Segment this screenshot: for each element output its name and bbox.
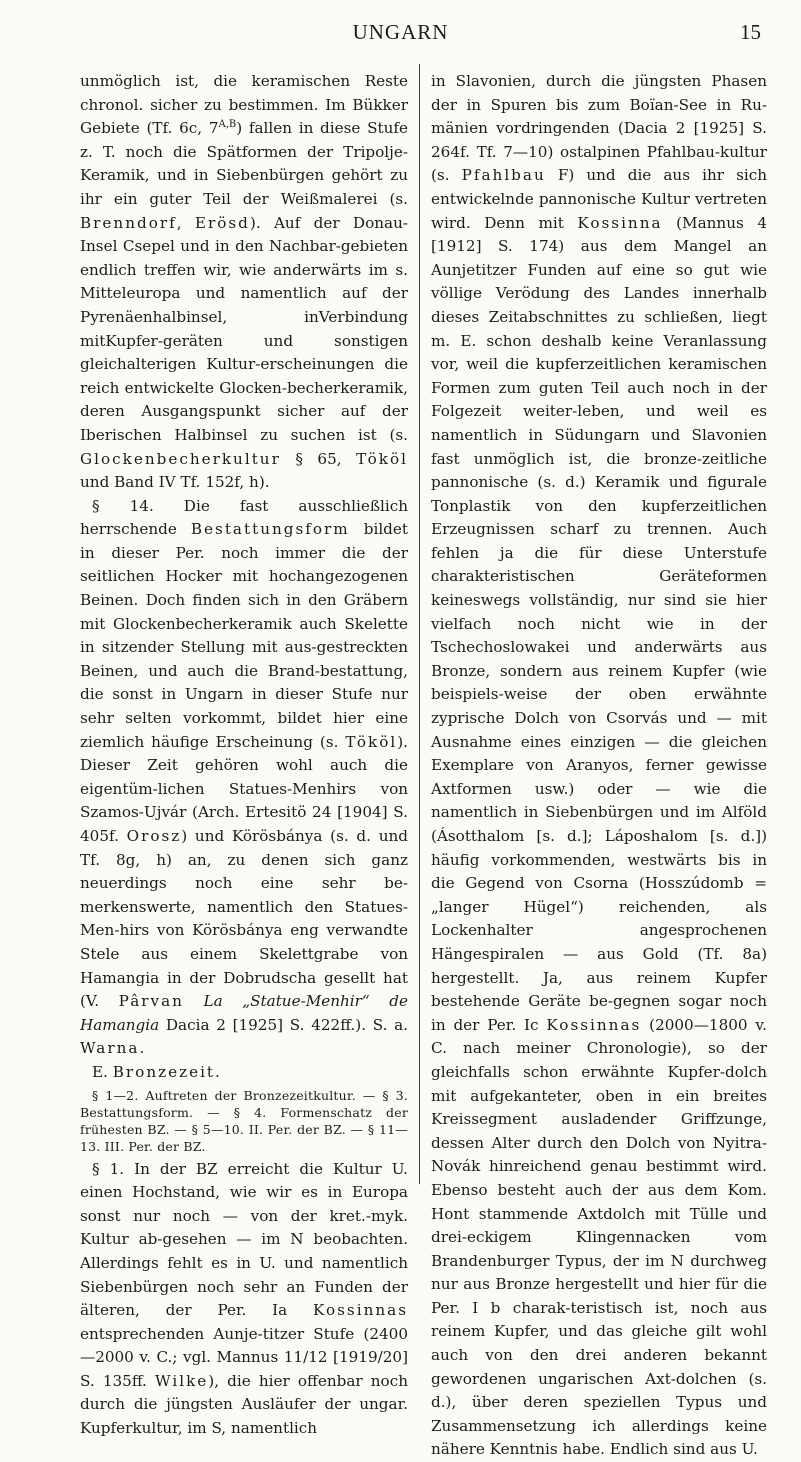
page-number: 15 [740,20,761,44]
text-run: ), die hier offenbar noch durch die jüngsten Ausläufer der ungar. Kupferkultur, im S, namentlich [80,1371,408,1438]
crossref-brenndorf: Brenndorf [80,213,177,232]
crossref-tokol-2: Tököl [345,732,398,751]
crossref-warna: Warna [80,1039,140,1058]
text-run: F) und die aus ihr sich entwickelnde pannonische Kultur vertreten wird. Denn mit [431,166,768,232]
heading-letter: E. [92,1062,113,1081]
text-run: ). Auf der Donau-Insel Csepel und in den Nachbar-gebieten endlich treffen wir, wie anderwärts im s. Mitteleuropa und namentlich auf der Pyrenäenhalbinsel, inVerbindung mitKupfer-geräten und sonstigen gleichalterigen Kultur-erscheinungen die reich entwickelte Glocken-becherkeramik, deren Ausgangspunkt sicher auf der Iberischen Halbinsel zu suchen ist (s. [80,213,409,444]
section-heading-bronzezeit [80,1061,408,1085]
text-run: . [215,1062,220,1081]
author-kossinnas: Kossinnas [313,1301,408,1320]
crossref-tokol: Tököl [356,449,408,468]
author-kossinnas-2: Kossinnas [546,1015,642,1034]
author-orosz: Orosz [126,827,182,845]
text-run: § 65, [280,449,357,468]
text-run: und Band IV Tf. 152f, h). [80,473,270,492]
left-column [80,70,408,1441]
text-run: ) und Körösbánya (s. d. und Tf. 8g, h) an, zu denen sich ganz neuerdings noch eine sehr be-merkenswerte, namentlich den Statues-Men-hirs von Körösbánya eng verwandte Stele aus einem Skelettgrabe von Hamangia in der Dobrudscha gesellt hat (V. [80,827,408,1011]
running-head: UNGARN [352,20,449,44]
title-statue-menhir: La „Statue-Menhir“ de Hamangia [80,992,408,1034]
text-run: . [139,1039,145,1058]
author-kossinna: Kossinna [577,213,663,232]
text-run: ) fallen in diese Stufe z. T. noch die Spätformen der Tripolje-Keramik, und in Siebenbürgen gehört zu ihr ein guter Teil der Weißmalerei (s. [80,119,408,208]
text-run: , [176,213,195,232]
text-run: § 14. Die fast ausschließlich herrschende [80,496,408,539]
keyword-bestattungsform: Bestattungsform [190,520,350,539]
text-run: § 1. In der BZ erreicht die Kultur U. einen Hochstand, wie wir es in Europa sonst nur noch — von der kret.-myk. Kultur ab-gesehen — im N beobachten. Allerdings fehlt es in U. und namentlich Siebenbürgen noch sehr an Funden der älteren, der Per. Ia [80,1159,408,1320]
paragraph-weissmalerei [80,70,408,495]
right-column [431,70,767,1462]
heading-title: Bronzezeit [112,1062,216,1081]
paragraph-section-1 [80,1158,408,1441]
text-run: (Mannus 4 [1912] S. 174) aus dem Mangel an Aunjetitzer Funden auf eine so gut wie völlige Verödung des Landes innerhalb dieses Zeitabschnittes zu schließen, liegt m. E. schon deshalb keine Veranlassung vor, weil die kupferzeitlichen keramischen Formen zum guten Teil auch noch in der Folgezeit weiter-leben, und weil es namentlich in Südungarn und Slavonien fast unmöglich ist, die bronze-zeitliche pannonische (s. d.) Keramik und figurale Tonplastik von den kupferzeitlichen Erzeugnissen scharf zu trennen. Auch fehlen ja die für diese Unterstufe charakteristischen Geräteformen keineswegs vollständig, nur sind sie hier vielfach noch nicht wie in der Tschechoslowakei und anderwärts aus Bronze, sondern aus reinem Kupfer (wie beispiels-weise der oben erwähnte zyprische Dolch von Csorvás und — mit Ausnahme eines einzigen — die gleichen Exemplare von Aranyos, ferner gewisse Axtformen usw.) oder — wie die namentlich in Siebenbürgen und im Alföld (Ásotthalom [s. d.]; Láposhalom [s. d.]) häufig vorkommenden, westwärts bis in die Gegend von Csorna (Hosszúdomb = „langer Hügel“) reichenden, als Lockenhalter angesprochenen Hängespiralen — aus Gold (Tf. 8a) hergestellt. Ja, aus reinem Kupfer bestehende Geräte be-gegnen sogar noch in der Per. Ic [431,213,767,1034]
text-run: Dacia 2 [1925] S. 422ff.). S. a. [159,1015,408,1034]
text-run: ). Dieser Zeit gehören wohl auch die eigentüm-lichen Statues-Menhirs von Szamos-Ujvár (Arch. Ertesitö 24 [1904] S. 405f. [80,732,408,845]
paragraph-continuation [431,70,767,1462]
crossref-erosd: Erösd [194,213,250,232]
author-wilke: Wilke [155,1371,209,1390]
crossref-pfahlbau: Pfahlbau [461,166,546,185]
text-run [184,992,204,1010]
text-run: entsprechenden Aunje-titzer Stufe (2400—2000 v. C.; vgl. Mannus 11/12 [1919/20] S. 135ff. [80,1324,408,1390]
section-synopsis: § 1—2. Auftreten der Bronzezeitkultur. — § 3. Bestattungsform. — § 4. Formenschatz der frühesten BZ. — § 5—10. II. Per. der BZ. — § 11—13. III. Per. der BZ. [80,1087,408,1154]
superscript: A,B [218,119,237,131]
page-header [0,0,801,70]
paragraph-section-14 [80,495,408,1061]
author-parvan: Pârvan [118,992,184,1011]
column-divider [419,64,420,1184]
text-run: (2000—1800 v. C. nach meiner Chronologie), so der gleichfalls schon erwähnte Kupfer-dolch mit aufgekanteter, oben in ein breites Kreissegment ausladender Griffzunge, dessen Alter durch den Dolch von Nyitra-Novák hinreichend genau bestimmt wird. Ebenso besteht auch der aus dem Kom. Hont stammende Axtdolch mit Tülle und drei-eckigem Klingennacken vom Brandenburger Typus, der im N durchweg nur aus Bronze hergestellt und hier für die Per. I b charak-teristisch ist, noch aus reinem Kupfer, und das gleiche gilt wohl auch von den drei anderen bekannt gewordenen ungarischen Axt-dolchen (s. d.), über deren speziellen Typus und Zusammensetzung ich allerdings keine nähere Kenntnis habe. Endlich sind aus U. [431,1015,767,1459]
text-run: unmöglich ist, die keramischen Reste chronol. sicher zu bestimmen. Im Bükker Gebiete (Tf. 6c, 7 [80,72,408,138]
text-run: bildet in dieser Per. noch immer die der seitlichen Hocker mit hochangezogenen Beinen. Doch finden sich in den Gräbern mit Glockenbecherkeramik auch Skelette in sitzender Stellung mit aus-gestreckten Beinen, und auch die Brand-bestattung, die sonst in Ungarn in dieser Stufe nur sehr selten vorkommt, bildet hier eine ziemlich häufige Erscheinung (s. [80,520,408,751]
text-run: in Slavonien, durch die jüngsten Phasen der in Spuren bis zum Boïan-See in Ru-mänien vordringenden (Dacia 2 [1925] S. 264f. Tf. 7—10) ostalpinen Pfahlbau-kultur (s. [431,72,767,185]
crossref-glockenbecherkultur: Glockenbecherkultur [80,449,281,468]
